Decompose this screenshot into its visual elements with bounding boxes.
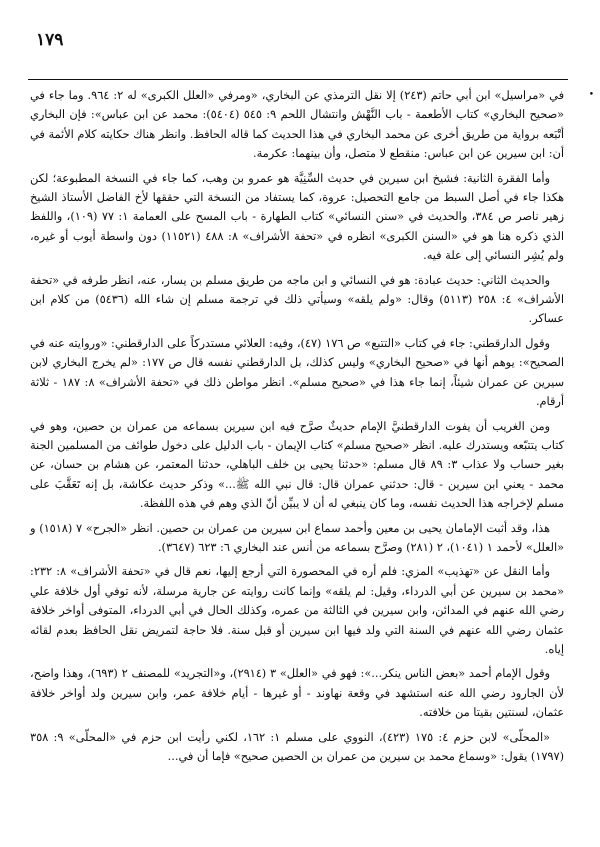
paragraph-4: وقول الدارقطني: جاء في كتاب «التتبع» ص ١٧٦ (٤٧)، وفيه: العلائي مستدركاً على الدارقطني: «وروايته عنه في الصحيح»: يوهم أنها في «صحيح البخاري» وليس كذلك، بل الدارقطني نفسه قال ص ١٧٧: «لم يخرج البخاري لابن سيرين عن عمران شيئاً، إنما جاء هذا في «صحيح مسلم». انظر مواطن ذلك في «تحفة الأشراف» ٨: ١٨٧ - ثلاثة أرقام. <box>30 336 564 409</box>
footnote-marker: • <box>588 90 594 100</box>
paragraph-9: «المحلّى» لابن حزم ٤: ١٧٥ (٤٢٣)، النووي على مسلم ١: ١٦٢، لكني رأيت ابن حزم في «المحلّى» ٩: ٣٥٨ (١٧٩٧) يقول: «وسماع محمد بن سيرين من عمران بن الحصين صحيح» فإما أن في... <box>30 730 564 763</box>
page-number: ١٧٩ <box>36 30 64 50</box>
paragraph-5: ومن الغريب أن يفوت الدارقطنيَّ الإمام حديثٌ صرَّح فيه ابن سيرين بسماعه من عمران بن حصين، وهو في كتاب يتتبّعه ويستدرك عليه. انظر «صحيح مسلم» كتاب الإيمان - باب الدليل على دخول طوائف من المسلمين الجنة بغير حساب ولا عذاب ٣: ٨٩ قال مسلم: «حدثنا يحيى بن خلف الباهلي، حدثنا المعتمر، عن هشام بن حسان، عن محمد - يعني ابن سيرين - قال: حدثني عمران قال: قال نبي الله ﷺ...» وذكر حديث عكاشة، بل إنه تَعَقَّبَ على مسلم لإخراجه هذا الحديث نفسه، وما كان ينبغي له أن لا يبيِّن أنّ الذي وهم في هذه اللفظة. <box>30 419 564 511</box>
paragraph-8: وقول الإمام أحمد «بعض الناس ينكر...»: فهو في «العلل» ٣ (٢٩١٤)، و«التجريد» للمصنف ٢ (٦٩٣)، وهذا واضح، لأن الجارود رضي الله عنه استشهد في وقعة نهاوند - أو غيرها - أيام خلافة عمر، وابن سيرين ولد أواخر خلافة عثمان، لسنتين بقيتا من خلافته. <box>30 667 564 720</box>
paragraph-2: وأما الفقرة الثانية: فشيخ ابن سيرين في حديث السِّنِيَّة هو عمرو بن وهب، كما جاء في النسخة المطبوعة؛ لكن هكذا جاء في أصل السبط من جامع التحصيل: عروة، كما يستفاد من النسخة التي حققها لأخ الفاضل الأستاذ الشيخ زهير ناصر ص ٣٨٤، والحديث في «سنن النسائي» كتاب الطهارة - باب المسح على العمامة ١: ٧٧ (١٠٩)، واللفظ الذي ذكره هنا هو في «السنن الكبرى» انظره في «تحفة الأشراف» ٨: ٤٨٨ (١١٥٢١) دون واسطة أيوب أو غيره، ولم يُشِر النسائي إلى علة فيه. <box>30 171 565 263</box>
header-divider <box>28 79 568 80</box>
paragraph-3: والحديث الثاني: حديث عبادة: هو في النسائي و ابن ماجه من طريق مسلم بن يسار، عنه، انظر طرفه في «تحفة الأشراف» ٤: ٢٥٨ (٥١١٣) وقال: «ولم يلقه» وسيأتي ذلك في ترجمة مسلم إن شاء الله (٥٤٣٦) من كلام ابن عساكر. <box>30 273 565 326</box>
footnote-text-block <box>30 86 564 771</box>
paragraph-6: هذا، وقد أثبت الإمامان يحيى بن معين وأحمد سماع ابن سيرين من عمران بن حصين. انظر «الجرح» ٧ (١٥١٨) و «العلل» لأحمد ١ (١٠٤١)، ٢ (٢٨١) وصرَّح بسماعه من أنس عند البخاري ٦: ٦٢٣ (٣٦٤٧). <box>30 521 564 554</box>
paragraph-7: وأما النقل عن «تهذيب» المزي: فلم أره في المحصورة التي أرجع إليها، نعم قال في «تحفة الأشراف» ٨: ٢٣٢: «محمد بن سيرين عن أبي الدرداء، وقيل: لم يلقه» وإنما كانت روايته عن جارية مرسلة، لأنه توفي أول خلافة علي رضي الله عنهم في المدائن، وابن سيرين في الثالثة من عمره، وكذلك الحال في أبي الدرداء، المتوفى أواخر خلافة عثمان رضي الله عنهم في السنة التي ولد فيها ابن سيرين أو قبل سنة. فلا حاجة لتمريض نقل الحافظ بعدم لقائه إياه. <box>30 565 564 656</box>
paragraph-1: في «مراسيل» ابن أبي حاتم (٢٤٣) إلا نقل الترمذي عن البخاري، «ومرفي «العلل الكبرى» له ٢: ٩٦٤. وما جاء في «صحيح البخاري» كتاب الأطعمة - باب النَّهْش وانتشال اللحم ٩: ٥٤٥ (٥٤٠٤): محمد عن ابن عباس»: فإن البخاري أتْبَعه برواية من طريق أخرى عن محمد البخاري في هذا الحديث كما قاله الحافظ. وانظر هناك حكايته كلام الأئمة في أن: ابن سيرين عن ابن عباس: منقطع لا متصل، وأن بينهما: عكرمة. <box>30 89 564 161</box>
